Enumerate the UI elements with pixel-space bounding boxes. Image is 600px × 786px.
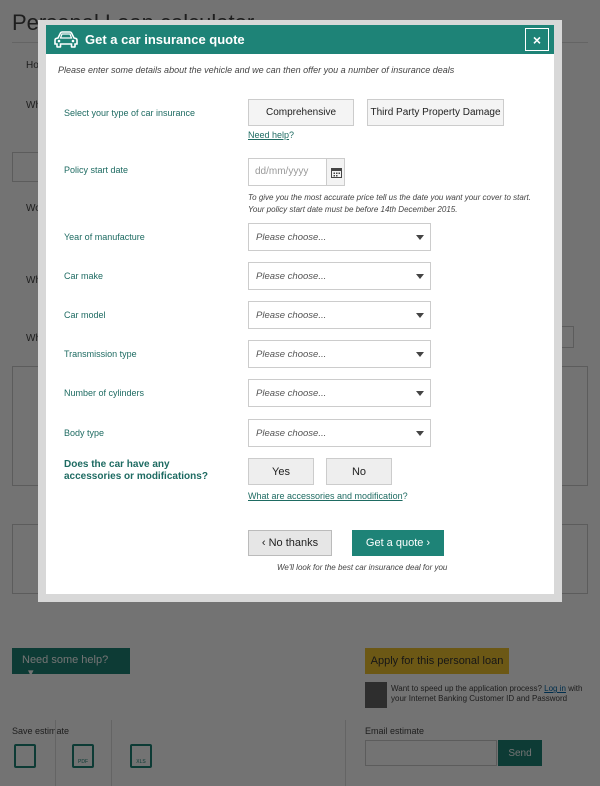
- year-select[interactable]: [248, 223, 431, 251]
- chevron-down-icon: [416, 313, 424, 318]
- insurance-type-label: Select your type of car insurance: [64, 108, 196, 118]
- car-insurance-modal: [38, 20, 562, 602]
- close-icon: ×: [532, 31, 542, 48]
- modal-header: [46, 25, 554, 54]
- model-label: Car model: [64, 310, 106, 320]
- modal-title: Get a car insurance quote: [85, 32, 245, 47]
- accessories-help-link-text: What are accessories and modification: [248, 491, 403, 501]
- year-label: Year of manufacture: [64, 232, 145, 242]
- make-select[interactable]: [248, 262, 431, 290]
- no-thanks-button[interactable]: ‹ No thanks: [248, 530, 332, 556]
- cylinders-select[interactable]: [248, 379, 431, 407]
- transmission-select-value: Please choose...: [256, 349, 327, 360]
- yes-button[interactable]: Yes: [248, 458, 314, 485]
- make-label: Car make: [64, 271, 104, 281]
- accessories-help-link[interactable]: [248, 491, 408, 501]
- cylinders-label: Number of cylinders: [64, 388, 145, 398]
- cylinders-select-value: Please choose...: [256, 388, 327, 399]
- chevron-down-icon: [416, 235, 424, 240]
- chevron-down-icon: [416, 431, 424, 436]
- transmission-select[interactable]: [248, 340, 431, 368]
- close-button[interactable]: [525, 28, 549, 51]
- start-date-label: Policy start date: [64, 165, 129, 175]
- transmission-label: Transmission type: [64, 349, 137, 359]
- third-party-button[interactable]: Third Party Property Damage: [367, 99, 504, 126]
- chevron-down-icon: [416, 391, 424, 396]
- calendar-button[interactable]: [326, 158, 345, 186]
- insurance-help-link[interactable]: [248, 130, 294, 140]
- model-select-value: Please choose...: [256, 310, 327, 321]
- body-type-label: Body type: [64, 428, 105, 438]
- accessories-label-line2: accessories or modifications?: [64, 471, 208, 482]
- chevron-down-icon: [416, 352, 424, 357]
- body-type-select-value: Please choose...: [256, 428, 327, 439]
- start-date-input[interactable]: dd/mm/yyyy: [248, 158, 326, 186]
- chevron-down-icon: [416, 274, 424, 279]
- no-button[interactable]: No: [326, 458, 392, 485]
- start-date-hint: To give you the most accurate price tell us the date you want your cover to start. Your policy start date must be before 14th December 2015.: [248, 193, 531, 214]
- calendar-icon: [331, 167, 342, 178]
- year-select-value: Please choose...: [256, 232, 327, 243]
- model-select[interactable]: [248, 301, 431, 329]
- insurance-help-suffix: ?: [289, 130, 295, 140]
- modal-intro: Please enter some details about the vehicle and we can then offer you a number of insurance deals: [58, 65, 455, 75]
- insurance-help-link-text: Need help: [248, 130, 290, 140]
- car-icon: [54, 31, 78, 48]
- comprehensive-button[interactable]: Comprehensive: [248, 99, 354, 126]
- accessories-label: [64, 459, 208, 483]
- footer-note: We'll look for the best car insurance deal for you: [277, 563, 448, 572]
- accessories-help-suffix: ?: [402, 491, 408, 501]
- get-quote-button[interactable]: Get a quote ›: [352, 530, 444, 556]
- make-select-value: Please choose...: [256, 271, 327, 282]
- accessories-label-line1: Does the car have any: [64, 459, 170, 470]
- body-type-select[interactable]: [248, 419, 431, 447]
